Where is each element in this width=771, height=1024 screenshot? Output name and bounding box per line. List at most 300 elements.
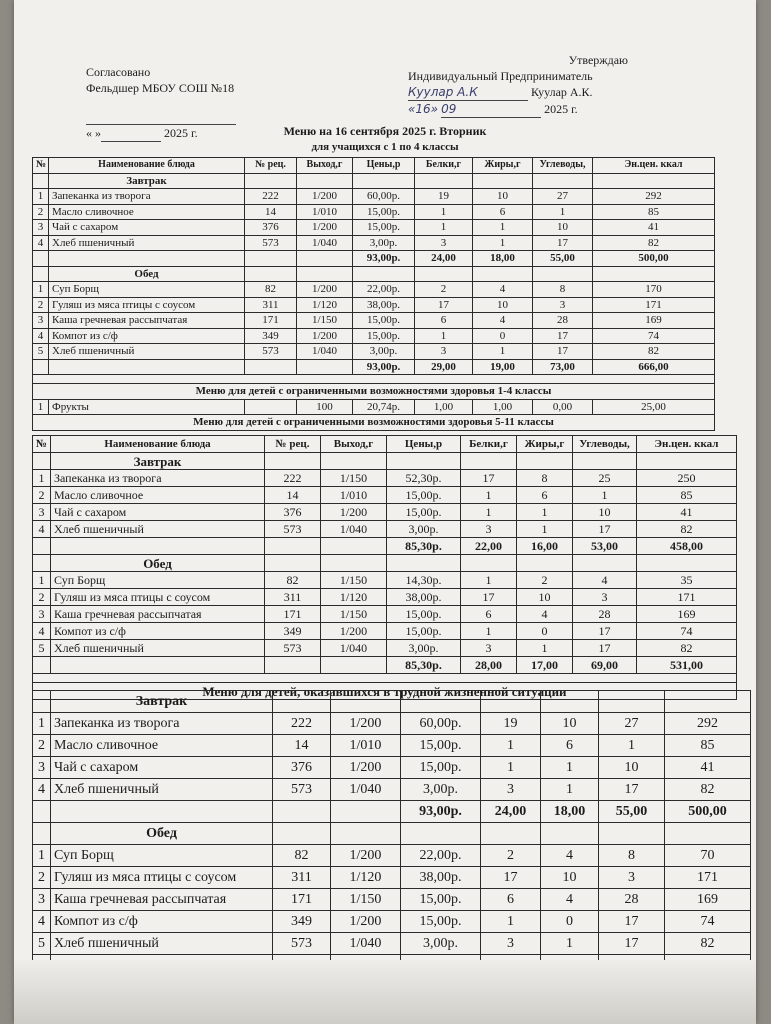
recipe-number: 222 (245, 189, 297, 205)
table-row (33, 911, 751, 933)
carbs: 1 (533, 204, 593, 220)
table-row (33, 504, 737, 521)
row-number: 2 (33, 735, 51, 757)
dish-name: Хлеб пшеничный (49, 344, 245, 360)
price: 15,00р. (401, 911, 481, 933)
carbs: 10 (599, 757, 665, 779)
section-breakfast: Завтрак (51, 453, 265, 470)
energy-kcal: 82 (665, 779, 751, 801)
row-number: 4 (33, 235, 49, 251)
portion-size: 1/010 (321, 487, 387, 504)
lunch-total-row: 85,30р. 28,00 17,00 69,00 531,00 (33, 657, 737, 674)
lunch-rows (33, 572, 737, 657)
protein: 1 (481, 911, 541, 933)
recipe-number: 376 (273, 757, 331, 779)
breakfast-total-row: 93,00р. 24,00 18,00 55,00 500,00 (33, 801, 751, 823)
price: 60,00р. (353, 189, 415, 205)
row-number: 2 (33, 487, 51, 504)
portion-size: 1/150 (321, 606, 387, 623)
special-needs-1-4-title: Меню для детей с ограниченными возможностями здоровья 1-4 классы (33, 384, 715, 400)
protein: 2 (415, 282, 473, 298)
fat: 6 (517, 487, 573, 504)
fat: 1 (517, 640, 573, 657)
dish-name: Каша гречневая рассыпчатая (51, 606, 265, 623)
energy-kcal: 82 (637, 640, 737, 657)
protein: 6 (415, 313, 473, 329)
dish-name: Компот из с/ф (51, 911, 273, 933)
dish-name: Запеканка из творога (51, 713, 273, 735)
dish-name: Чай с сахаром (51, 504, 265, 521)
price: 15,00р. (387, 504, 461, 521)
right-date-month: 09 (441, 101, 541, 118)
table-row (33, 487, 737, 504)
fat: 10 (541, 867, 599, 889)
dish-name: Хлеб пшеничный (51, 640, 265, 657)
carbs: 17 (599, 933, 665, 955)
protein: 3 (461, 521, 517, 538)
recipe-number: 14 (273, 735, 331, 757)
lunch-rows (33, 282, 715, 360)
price: 15,00р. (401, 757, 481, 779)
breakfast-total-row: 85,30р. 22,00 16,00 53,00 458,00 (33, 538, 737, 555)
row-number: 3 (33, 889, 51, 911)
row-number: 2 (33, 204, 49, 220)
energy-kcal: 74 (665, 911, 751, 933)
menu-subtitle: для учащихся с 1 по 4 классы (311, 141, 459, 153)
fat: 10 (541, 713, 599, 735)
protein: 1 (415, 204, 473, 220)
portion-size: 1/040 (297, 235, 353, 251)
carbs: 10 (533, 220, 593, 236)
agreed-label: Согласовано (86, 65, 151, 79)
fat: 6 (541, 735, 599, 757)
medic-position: Фельдшер МБОУ СОШ №18 (86, 81, 235, 95)
energy-kcal: 170 (593, 282, 715, 298)
recipe-number: 171 (245, 313, 297, 329)
carbs: 3 (599, 867, 665, 889)
dish-name: Запеканка из творога (49, 189, 245, 205)
price: 3,00р. (401, 779, 481, 801)
right-date-day: «16» (408, 102, 439, 116)
portion-size: 1/200 (331, 911, 401, 933)
fat: 1 (541, 933, 599, 955)
row-number: 5 (33, 933, 51, 955)
protein: 1 (481, 757, 541, 779)
price: 3,00р. (353, 235, 415, 251)
price: 15,00р. (353, 204, 415, 220)
price: 20,74р. (353, 399, 415, 415)
recipe-number: 14 (245, 204, 297, 220)
carbs: 27 (599, 713, 665, 735)
carbs: 17 (599, 779, 665, 801)
menu-table-special-5-11 (32, 435, 737, 700)
energy-kcal: 82 (593, 235, 715, 251)
recipe-number (245, 399, 297, 415)
dish-name: Хлеб пшеничный (49, 235, 245, 251)
row-number: 1 (33, 845, 51, 867)
table-row (33, 344, 715, 360)
price: 15,00р. (401, 735, 481, 757)
price: 60,00р. (401, 713, 481, 735)
row-number: 4 (33, 328, 49, 344)
energy-kcal: 292 (593, 189, 715, 205)
recipe-number: 573 (265, 640, 321, 657)
table-row (33, 889, 751, 911)
entrepreneur-name: Куулар А.К. (531, 85, 593, 99)
portion-size: 1/200 (297, 328, 353, 344)
lunch-total-row: 93,00р. 29,00 19,00 73,00 666,00 (33, 359, 715, 375)
portion-size: 1/200 (331, 713, 401, 735)
protein: 17 (415, 297, 473, 313)
portion-size: 1/200 (331, 845, 401, 867)
portion-size: 1/040 (297, 344, 353, 360)
hardship-menu-title: Меню для детей, оказавшихся в трудной жизненной ситуации (33, 683, 737, 700)
portion-size: 1/150 (321, 470, 387, 487)
entrepreneur-signature: Куулар А.К (408, 84, 528, 101)
portion-size: 1/150 (321, 572, 387, 589)
energy-kcal: 41 (593, 220, 715, 236)
energy-kcal: 35 (637, 572, 737, 589)
dish-name: Суп Борщ (51, 845, 273, 867)
table-row (33, 204, 715, 220)
price: 38,00р. (401, 867, 481, 889)
table-row (33, 933, 751, 955)
carbs: 10 (573, 504, 637, 521)
price: 52,30р. (387, 470, 461, 487)
portion-size: 1/200 (297, 220, 353, 236)
table-row (33, 845, 751, 867)
portion-size: 100 (297, 399, 353, 415)
fat: 0 (541, 911, 599, 933)
price: 15,00р. (387, 623, 461, 640)
energy-kcal: 85 (593, 204, 715, 220)
fat: 4 (541, 889, 599, 911)
row-number: 1 (33, 470, 51, 487)
protein: 6 (461, 606, 517, 623)
recipe-number: 82 (265, 572, 321, 589)
approve-label: Утверждаю (568, 53, 628, 67)
price: 14,30р. (387, 572, 461, 589)
row-number: 2 (33, 297, 49, 313)
energy-kcal: 169 (593, 313, 715, 329)
protein: 19 (415, 189, 473, 205)
lunch-rows (33, 845, 751, 955)
protein: 1 (415, 328, 473, 344)
row-number: 4 (33, 911, 51, 933)
price: 15,00р. (353, 313, 415, 329)
energy-kcal: 82 (593, 344, 715, 360)
protein: 1 (415, 220, 473, 236)
dish-name: Компот из с/ф (51, 623, 265, 640)
fat: 1,00 (473, 399, 533, 415)
protein: 1 (461, 572, 517, 589)
signature-line (86, 108, 236, 125)
fat: 1 (517, 504, 573, 521)
table-row (33, 220, 715, 236)
price: 15,00р. (353, 328, 415, 344)
table-row (33, 623, 737, 640)
dish-name: Масло сливочное (49, 204, 245, 220)
dish-name: Суп Борщ (49, 282, 245, 298)
row-number: 5 (33, 640, 51, 657)
carbs: 17 (573, 640, 637, 657)
dish-name: Чай с сахаром (49, 220, 245, 236)
recipe-number: 349 (273, 911, 331, 933)
protein: 3 (481, 779, 541, 801)
table-row (33, 313, 715, 329)
table-row (33, 713, 751, 735)
approval-block (408, 52, 658, 118)
fat: 1 (541, 779, 599, 801)
recipe-number: 14 (265, 487, 321, 504)
portion-size: 1/120 (321, 589, 387, 606)
carbs: 17 (533, 235, 593, 251)
recipe-number: 222 (273, 713, 331, 735)
dish-name: Фрукты (49, 399, 245, 415)
recipe-number: 171 (273, 889, 331, 911)
protein: 1 (461, 623, 517, 640)
row-number: 3 (33, 220, 49, 236)
energy-kcal: 85 (637, 487, 737, 504)
fat: 6 (473, 204, 533, 220)
left-date-quote: « » (86, 126, 101, 140)
carbs: 8 (533, 282, 593, 298)
fat: 1 (517, 521, 573, 538)
protein: 3 (415, 235, 473, 251)
portion-size: 1/040 (331, 779, 401, 801)
recipe-number: 573 (273, 933, 331, 955)
carbs: 8 (599, 845, 665, 867)
carbs: 4 (573, 572, 637, 589)
recipe-number: 82 (245, 282, 297, 298)
table-row (33, 606, 737, 623)
recipe-number: 311 (273, 867, 331, 889)
price: 3,00р. (353, 344, 415, 360)
dish-name: Гуляш из мяса птицы с соусом (51, 589, 265, 606)
menu-sheet (14, 0, 756, 1024)
section-lunch: Обед (49, 266, 245, 282)
protein: 3 (461, 640, 517, 657)
recipe-number: 573 (265, 521, 321, 538)
recipe-number: 573 (273, 779, 331, 801)
energy-kcal: 292 (665, 713, 751, 735)
portion-size: 1/200 (297, 282, 353, 298)
fat: 1 (473, 235, 533, 251)
row-number: 1 (33, 399, 49, 415)
fat: 1 (473, 220, 533, 236)
portion-size: 1/200 (321, 623, 387, 640)
table-row (33, 735, 751, 757)
breakfast-total-row: 93,00р. 24,00 18,00 55,00 500,00 (33, 251, 715, 267)
dish-name: Гуляш из мяса птицы с соусом (51, 867, 273, 889)
carbs: 3 (533, 297, 593, 313)
energy-kcal: 41 (665, 757, 751, 779)
entrepreneur-position: Индивидуальный Предприниматель (408, 69, 593, 83)
section-lunch: Обед (51, 823, 273, 845)
price: 15,00р. (401, 889, 481, 911)
carbs: 28 (533, 313, 593, 329)
dish-name: Компот из с/ф (49, 328, 245, 344)
breakfast-rows (33, 713, 751, 801)
fat: 8 (517, 470, 573, 487)
dish-name: Каша гречневая рассыпчатая (51, 889, 273, 911)
menu-table-grades-1-4 (32, 157, 715, 431)
special-needs-5-11-title: Меню для детей с ограниченными возможностями здоровья 5-11 классы (33, 415, 715, 431)
fat: 10 (517, 589, 573, 606)
row-number: 5 (33, 344, 49, 360)
recipe-number: 376 (245, 220, 297, 236)
table-row (33, 297, 715, 313)
energy-kcal: 85 (665, 735, 751, 757)
energy-kcal: 74 (637, 623, 737, 640)
recipe-number: 573 (245, 235, 297, 251)
fat: 2 (517, 572, 573, 589)
table-row (33, 572, 737, 589)
carbs: 28 (573, 606, 637, 623)
fat: 4 (473, 282, 533, 298)
energy-kcal: 82 (665, 933, 751, 955)
carbs: 0,00 (533, 399, 593, 415)
table-header-row: № Наименование блюда № рец. Выход,г Цены,р Белки,г Жиры,г Углеводы, Эн.цен. ккал (33, 436, 737, 453)
price: 38,00р. (387, 589, 461, 606)
energy-kcal: 171 (593, 297, 715, 313)
price: 22,00р. (353, 282, 415, 298)
row-number: 4 (33, 779, 51, 801)
fat: 0 (517, 623, 573, 640)
portion-size: 1/010 (297, 204, 353, 220)
portion-size: 1/200 (297, 189, 353, 205)
protein: 3 (415, 344, 473, 360)
menu-title: Меню на 16 сентября 2025 г. Вторник (283, 124, 487, 138)
protein: 1 (461, 487, 517, 504)
recipe-number: 82 (273, 845, 331, 867)
portion-size: 1/150 (331, 889, 401, 911)
recipe-number: 349 (265, 623, 321, 640)
portion-size: 1/120 (331, 867, 401, 889)
dish-name: Гуляш из мяса птицы с соусом (49, 297, 245, 313)
carbs: 3 (573, 589, 637, 606)
menu-table-hardship (32, 690, 751, 977)
dish-name: Суп Борщ (51, 572, 265, 589)
row-number: 4 (33, 521, 51, 538)
recipe-number: 311 (245, 297, 297, 313)
portion-size: 1/040 (331, 933, 401, 955)
dish-name: Чай с сахаром (51, 757, 273, 779)
table-row (33, 757, 751, 779)
price: 3,00р. (401, 933, 481, 955)
table-header-row: № Наименование блюда № рец. Выход,г Цены,р Белки,г Жиры,г Углеводы, Эн.цен. ккал (33, 158, 715, 174)
row-number: 1 (33, 713, 51, 735)
portion-size: 1/200 (321, 504, 387, 521)
price: 22,00р. (401, 845, 481, 867)
energy-kcal: 171 (637, 589, 737, 606)
protein: 17 (461, 470, 517, 487)
energy-kcal: 171 (665, 867, 751, 889)
page-bottom-shadow (14, 960, 756, 1024)
dish-name: Хлеб пшеничный (51, 779, 273, 801)
recipe-number: 222 (265, 470, 321, 487)
table-row (33, 328, 715, 344)
carbs: 1 (599, 735, 665, 757)
breakfast-rows (33, 189, 715, 251)
fat: 1 (473, 344, 533, 360)
row-number: 4 (33, 623, 51, 640)
dish-name: Масло сливочное (51, 735, 273, 757)
energy-kcal: 41 (637, 504, 737, 521)
protein: 1,00 (415, 399, 473, 415)
row-number: 2 (33, 867, 51, 889)
fat: 4 (473, 313, 533, 329)
price: 15,00р. (387, 487, 461, 504)
portion-size: 1/010 (331, 735, 401, 757)
row-number: 1 (33, 572, 51, 589)
carbs: 25 (573, 470, 637, 487)
energy-kcal: 169 (637, 606, 737, 623)
carbs: 27 (533, 189, 593, 205)
table-row (33, 282, 715, 298)
price: 38,00р. (353, 297, 415, 313)
carbs: 17 (533, 344, 593, 360)
portion-size: 1/040 (321, 640, 387, 657)
carbs: 1 (573, 487, 637, 504)
portion-size: 1/040 (321, 521, 387, 538)
recipe-number: 171 (265, 606, 321, 623)
table-row (33, 640, 737, 657)
carbs: 17 (573, 623, 637, 640)
carbs: 17 (599, 911, 665, 933)
fat: 1 (541, 757, 599, 779)
table-row (33, 521, 737, 538)
row-number: 1 (33, 189, 49, 205)
fat: 10 (473, 297, 533, 313)
price: 3,00р. (387, 640, 461, 657)
dish-name: Каша гречневая рассыпчатая (49, 313, 245, 329)
protein: 17 (461, 589, 517, 606)
dish-name: Масло сливочное (51, 487, 265, 504)
breakfast-rows (33, 470, 737, 538)
recipe-number: 349 (245, 328, 297, 344)
energy-kcal: 169 (665, 889, 751, 911)
table-row (33, 470, 737, 487)
row-number: 3 (33, 313, 49, 329)
protein: 6 (481, 889, 541, 911)
table-row (33, 235, 715, 251)
recipe-number: 311 (265, 589, 321, 606)
right-date-year: 2025 г. (544, 102, 578, 116)
fat: 0 (473, 328, 533, 344)
section-breakfast: Завтрак (49, 173, 245, 189)
recipe-number: 376 (265, 504, 321, 521)
energy-kcal: 82 (637, 521, 737, 538)
dish-name: Хлеб пшеничный (51, 933, 273, 955)
portion-size: 1/200 (331, 757, 401, 779)
energy-kcal: 70 (665, 845, 751, 867)
table-row (33, 589, 737, 606)
price: 3,00р. (387, 521, 461, 538)
dish-name: Запеканка из творога (51, 470, 265, 487)
table-row (33, 189, 715, 205)
protein: 3 (481, 933, 541, 955)
energy-kcal: 74 (593, 328, 715, 344)
row-number: 3 (33, 606, 51, 623)
protein: 1 (481, 735, 541, 757)
price: 15,00р. (353, 220, 415, 236)
protein: 1 (461, 504, 517, 521)
section-breakfast: Завтрак (51, 691, 273, 713)
portion-size: 1/120 (297, 297, 353, 313)
table-row (33, 779, 751, 801)
row-number: 3 (33, 504, 51, 521)
